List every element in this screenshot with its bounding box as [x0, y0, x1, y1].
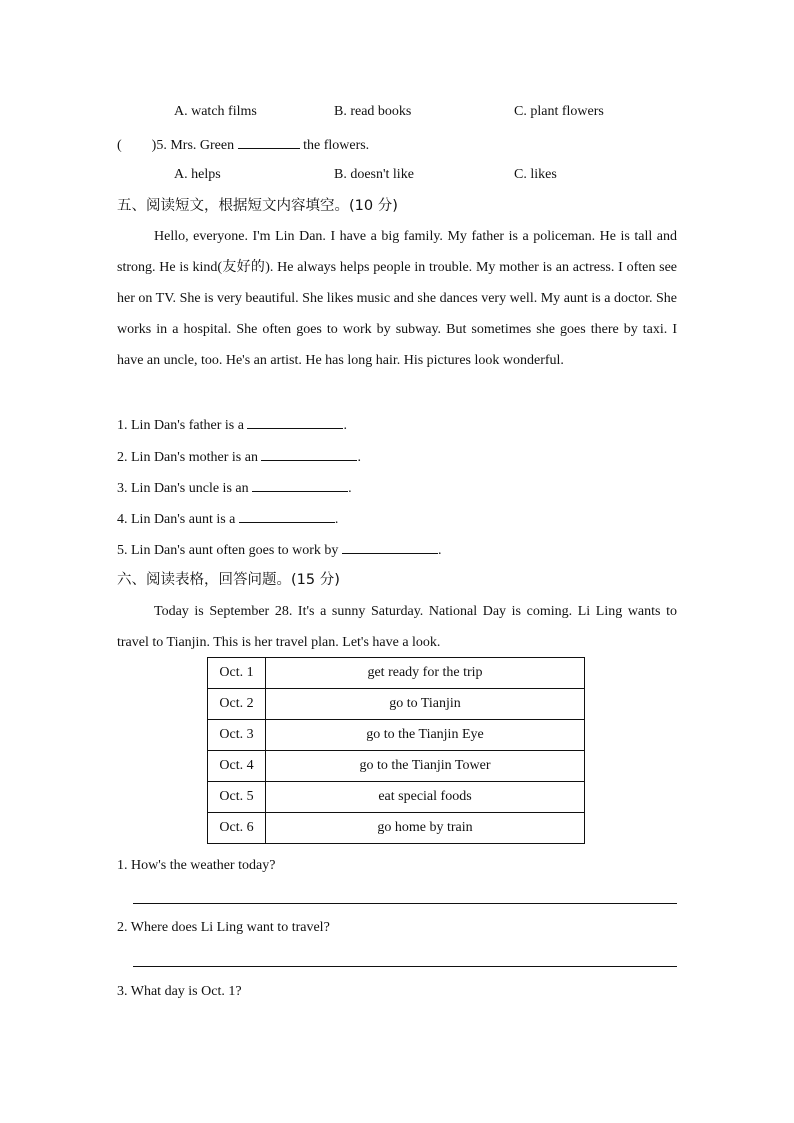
- section5-heading: 五、阅读短文，根据短文内容填空。(10 分): [117, 198, 398, 214]
- table-row: [208, 720, 585, 751]
- s6-answer-line-2[interactable]: [133, 966, 677, 967]
- q5-blank[interactable]: [238, 135, 300, 149]
- s5-item-4-blank[interactable]: [239, 509, 335, 523]
- plan-date: Oct. 5: [208, 782, 266, 813]
- s5-item-1-text: 1. Lin Dan's father is a: [117, 418, 244, 433]
- q5-option-a: A. helps: [174, 167, 221, 182]
- q5-prefix: )5. Mrs. Green: [151, 138, 235, 153]
- q5-paren-open: (: [117, 138, 122, 153]
- section6-intro: [117, 596, 677, 658]
- s5-item-3-blank[interactable]: [252, 478, 348, 492]
- table-row: [208, 658, 585, 689]
- s5-item-2: [117, 447, 361, 467]
- q4-option-a: A. watch films: [174, 104, 257, 119]
- s5-item-4: [117, 509, 338, 529]
- s5-item-4-end: .: [334, 512, 339, 527]
- q5-suffix: the flowers.: [303, 138, 370, 153]
- plan-activity: go to the Tianjin Tower: [266, 751, 585, 782]
- s6-question-2: 2. Where does Li Ling want to travel?: [117, 920, 330, 935]
- s5-item-1-end: .: [343, 418, 347, 433]
- intro-text: Today is September 28. It's a sunny Saturday. National Day is coming. Li Ling wants to travel to Tianjin. This is her travel plan. Let's have a look.: [117, 604, 677, 650]
- plan-activity: go home by train: [266, 813, 585, 844]
- plan-date: Oct. 6: [208, 813, 266, 844]
- plan-date: Oct. 4: [208, 751, 266, 782]
- table-row: [208, 782, 585, 813]
- q4-option-c: C. plant flowers: [514, 104, 604, 119]
- section5-passage: [117, 221, 677, 376]
- s5-item-3-end: .: [348, 481, 352, 496]
- s5-item-5-end: .: [437, 543, 442, 558]
- table-row: [208, 813, 585, 844]
- q5-stem: [117, 135, 369, 155]
- plan-date: Oct. 3: [208, 720, 266, 751]
- s5-item-1-blank[interactable]: [247, 415, 343, 429]
- s5-item-5-text: 5. Lin Dan's aunt often goes to work by: [117, 543, 339, 558]
- plan-activity: eat special foods: [266, 782, 585, 813]
- plan-activity: get ready for the trip: [266, 658, 585, 689]
- plan-activity: go to Tianjin: [266, 689, 585, 720]
- section6-heading: 六、阅读表格，回答问题。(15 分): [117, 572, 340, 588]
- s6-question-1: 1. How's the weather today?: [117, 858, 276, 873]
- s5-item-1: [117, 415, 347, 435]
- s6-question-3: 3. What day is Oct. 1?: [117, 984, 242, 999]
- q5-option-c: C. likes: [514, 167, 557, 182]
- travel-plan-table: [207, 657, 585, 844]
- q5-option-b: B. doesn't like: [334, 167, 414, 182]
- plan-date: Oct. 2: [208, 689, 266, 720]
- s5-item-2-end: .: [357, 450, 361, 465]
- s5-item-5-blank[interactable]: [342, 540, 438, 554]
- s5-item-4-text: 4. Lin Dan's aunt is a: [117, 512, 236, 527]
- s5-item-2-blank[interactable]: [261, 447, 357, 461]
- s5-item-2-text: 2. Lin Dan's mother is an: [117, 450, 258, 465]
- s6-answer-line-1[interactable]: [133, 903, 677, 904]
- s5-item-3: [117, 478, 352, 498]
- table-row: [208, 751, 585, 782]
- s5-item-5: [117, 540, 441, 560]
- table-row: [208, 689, 585, 720]
- plan-activity: go to the Tianjin Eye: [266, 720, 585, 751]
- s5-item-3-text: 3. Lin Dan's uncle is an: [117, 481, 249, 496]
- plan-date: Oct. 1: [208, 658, 266, 689]
- passage-text: Hello, everyone. I'm Lin Dan. I have a big family. My father is a policeman. He is tall and strong. He is kind(友好的). He always helps people in trouble. My mother is an actress. I often see her on TV. She is very beautiful. She likes music and she dances very well. My aunt is a doctor. She works in a hospital. She often goes to work by subway. But sometimes she goes there by taxi. I have an uncle, too. He's an artist. He has long hair. His pictures look wonderful.: [117, 229, 677, 368]
- q4-option-b: B. read books: [334, 104, 412, 119]
